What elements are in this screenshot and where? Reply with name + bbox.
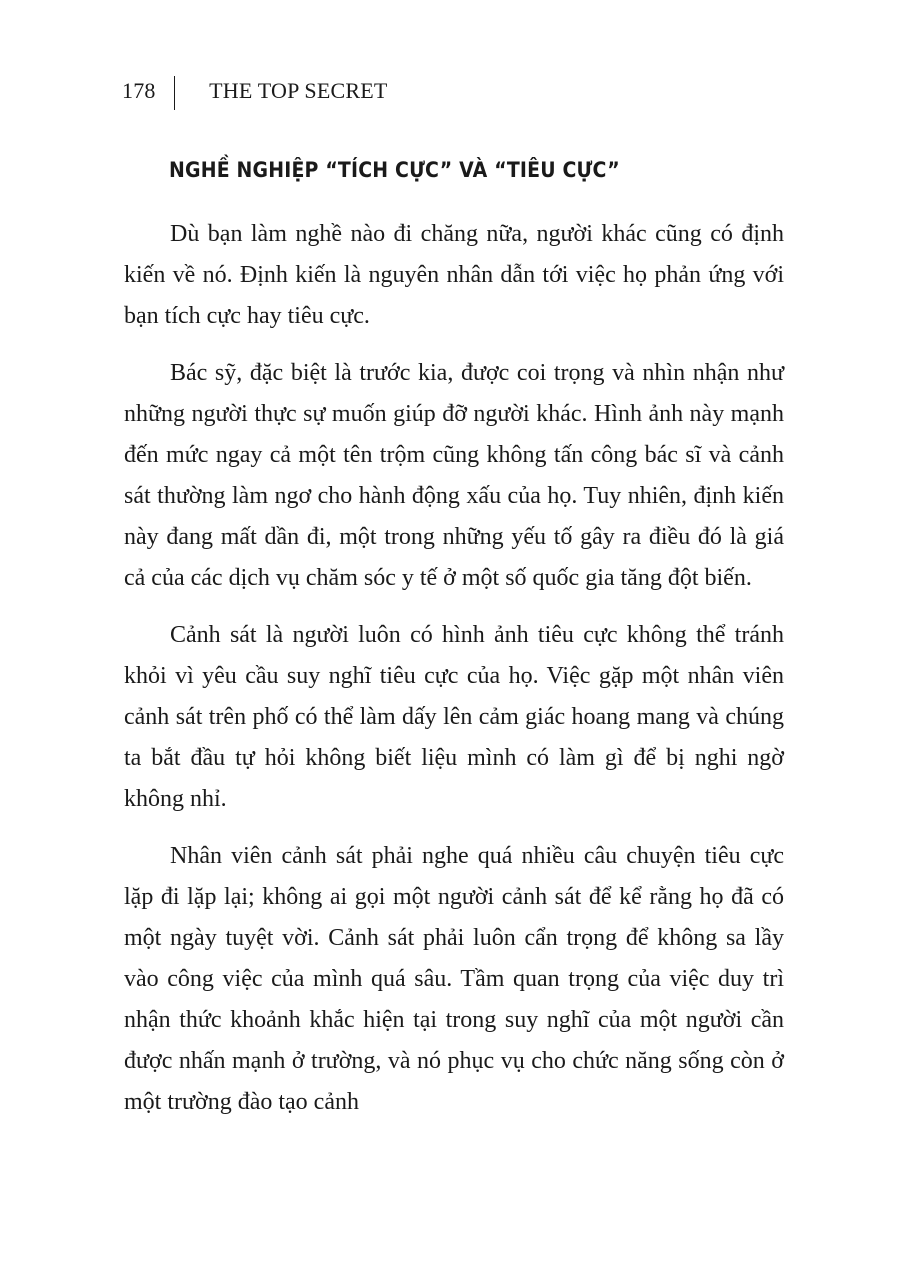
body-text: [124, 214, 784, 1139]
paragraph-3: Cảnh sát là người luôn có hình ảnh tiêu cực không thể tránh khỏi vì yêu cầu suy nghĩ tiêu cực của họ. Việc gặp một nhân viên cảnh sát trên phố có thể làm dấy lên cảm giác hoang mang và chúng ta bắt đầu tự hỏi không biết liệu mình có làm gì để bị nghi ngờ không nhỉ.: [124, 622, 784, 812]
paragraph-2: Bác sỹ, đặc biệt là trước kia, được coi trọng và nhìn nhận như những người thực sự muốn giúp đỡ người khác. Hình ảnh này mạnh đến mức ngay cả một tên trộm cũng không tấn công bác sĩ và cảnh sát thường làm ngơ cho hành động xấu của họ. Tuy nhiên, định kiến này đang mất dần đi, một trong những yếu tố gây ra điều đó là giá cả của các dịch vụ chăm sóc y tế ở một số quốc gia tăng đột biến.: [124, 360, 784, 591]
paragraph-1: Dù bạn làm nghề nào đi chăng nữa, người khác cũng có định kiến về nó. Định kiến là nguyên nhân dẫn tới việc họ phản ứng với bạn tích cực hay tiêu cực.: [124, 221, 784, 329]
page-number: 178: [122, 78, 156, 103]
paragraph-4: Nhân viên cảnh sát phải nghe quá nhiều câu chuyện tiêu cực lặp đi lặp lại; không ai gọi một người cảnh sát để kể rằng họ đã có một ngày tuyệt vời. Cảnh sát phải luôn cẩn trọng để không sa lầy vào công việc của mình quá sâu. Tầm quan trọng của việc duy trì nhận thức khoảnh khắc hiện tại trong suy nghĩ của một người cần được nhấn mạnh ở trường, và nó phục vụ cho chức năng sống còn ở một trường đào tạo cảnh: [124, 843, 784, 1115]
book-title: THE TOP SECRET: [209, 78, 388, 103]
section-heading: NGHỀ NGHIỆP “TÍCH CỰC” VÀ “TIÊU CỰC”: [169, 158, 620, 182]
running-head-divider: [174, 76, 176, 110]
running-head: [122, 76, 388, 112]
